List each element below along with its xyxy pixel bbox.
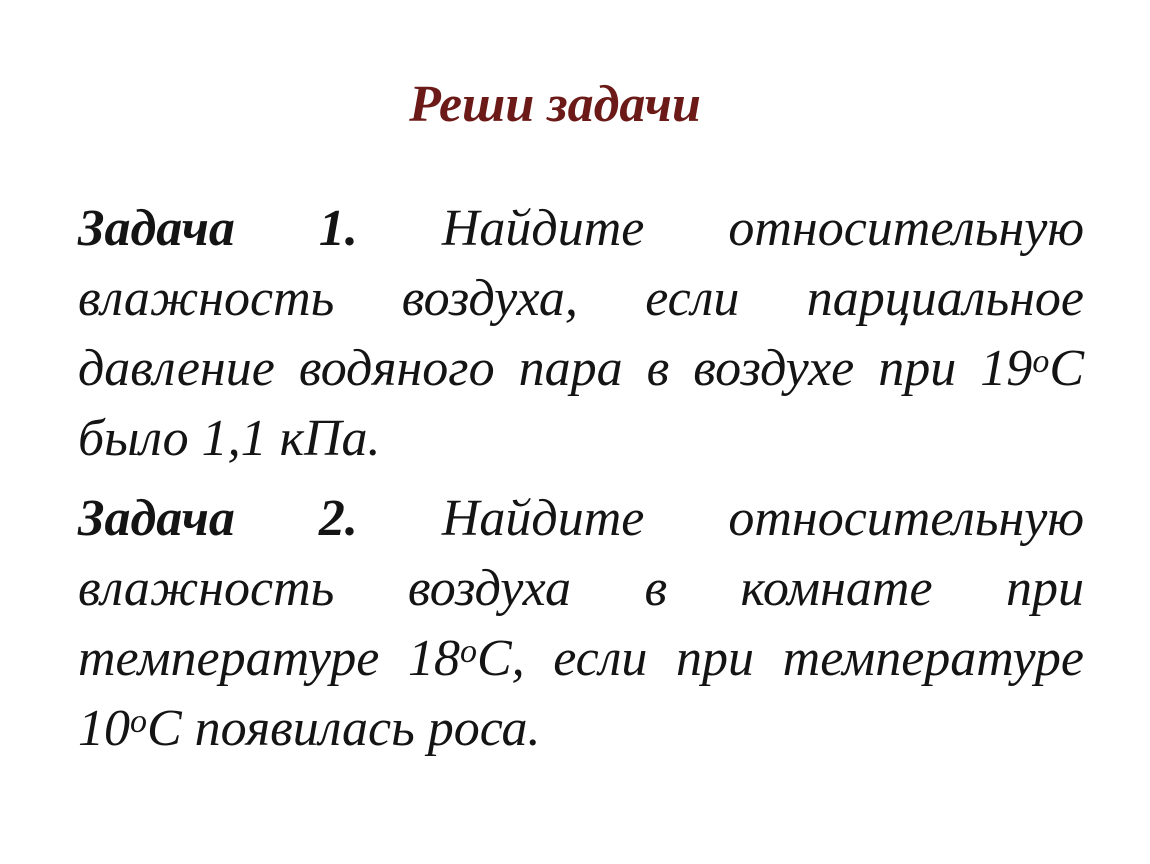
task-2-text-middle: С, если при температуре 10 [78, 630, 1084, 757]
task-2-degree-2: о [130, 703, 147, 741]
task-2-text-before: Найдите относительную влажность воздуха в комнате при температуре 18 [78, 490, 1084, 687]
slide-title: Реши задачи [409, 76, 701, 133]
task-1-text-before: Найдите относительную влажность воздуха, если парциальное давление водяного пара в воздухе при 19 [78, 200, 1084, 397]
task-2 [78, 484, 1084, 764]
task-2-label: Задача 2. [78, 490, 358, 547]
task-2-text-after: С появилась роса. [147, 700, 541, 757]
task-1-text-after: С было 1,1 кПа. [78, 340, 1084, 467]
task-1-label: Задача 1. [78, 200, 358, 257]
task-2-degree-1: о [459, 633, 477, 671]
task-1 [78, 194, 1084, 474]
task-1-degree: о [1032, 343, 1050, 381]
